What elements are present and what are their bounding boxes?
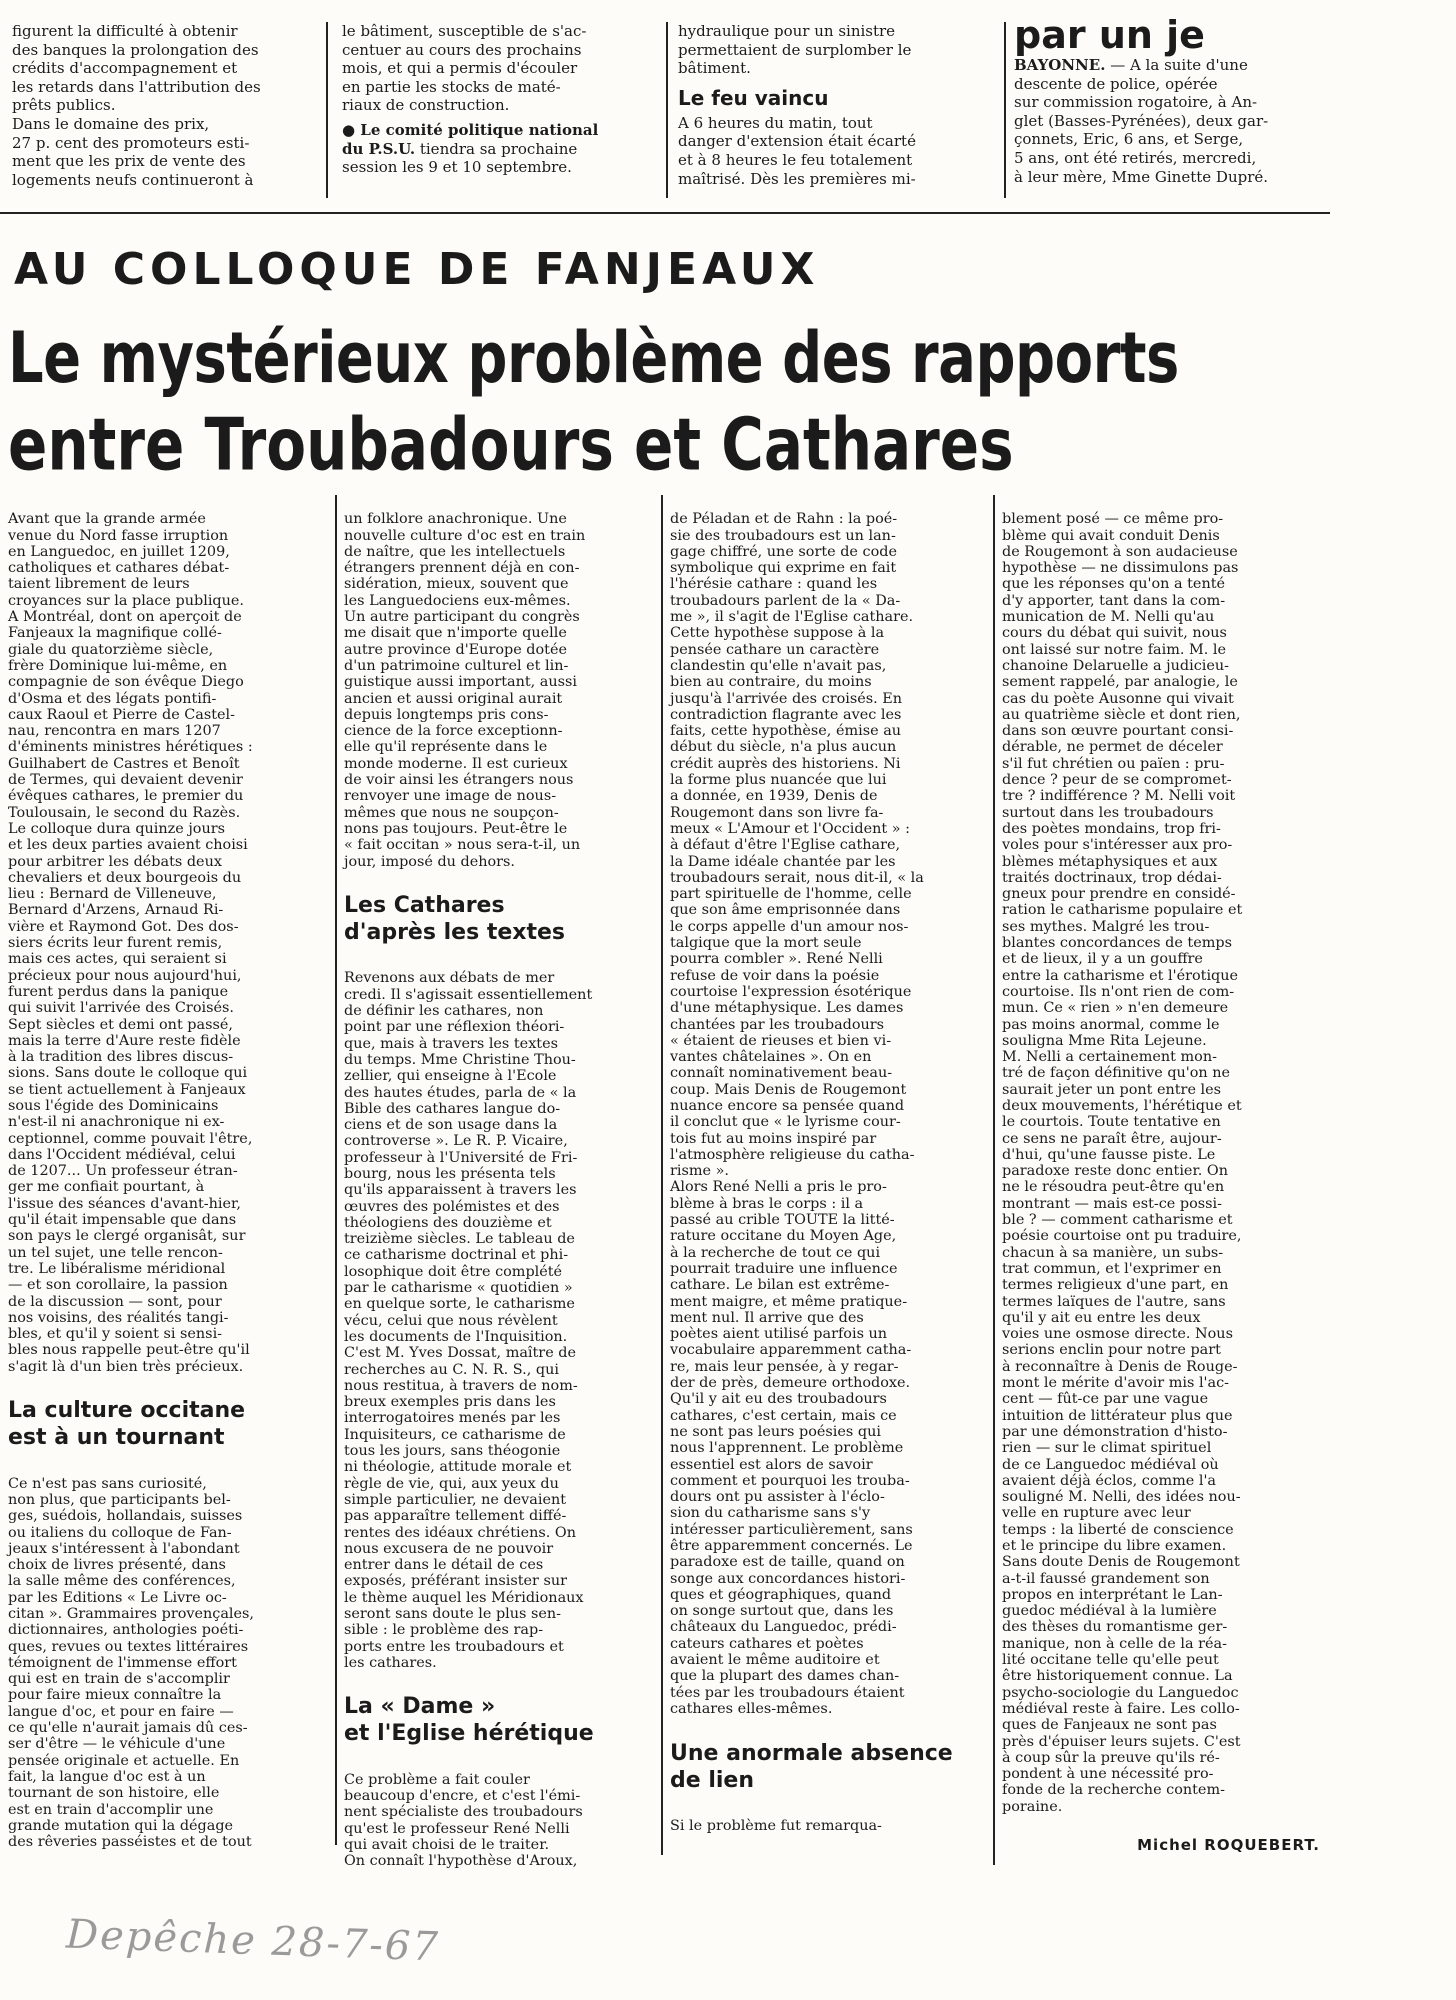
top-strip-col3-heading: Le feu vaincu [678,85,829,110]
top-strip-col4-text [1014,56,1324,186]
column-2-paragraphs-a: un folklore anachronique. Une nouvelle culture d'oc est en train de naître, que les intellectuels étrangers prennent déjà en con- sidération, mieux, souvent que les Languedociens eux-mêmes. Un autre participant du congrès me disait que n'importe quelle autre province d'Europe dotée d'un patrimoine culturel et lin- guistique aussi important, aussi ancien et aussi original aurait depuis longtemps pris cons- cience de la force exceptionn- elle qu'il représente dans le monde moderne. Il est curieux de voir ainsi les étrangers nous renvoyer une image de nous- mêmes que nous ne soupçon- nons pas toujours. Peut-être le « fait occitan » nous sera-t-il, un jour, imposé du dehors. [344,511,586,870]
subheading-anormale-absence: Une anormale absence de lien [670,1740,953,1793]
column-divider [1004,22,1006,198]
subheading-dame-eglise: La « Dame » et l'Eglise hérétique [344,1694,594,1747]
article-column-2 [344,495,654,1870]
top-strip-col4-heading-fragment: par un je [1014,13,1205,57]
brief-lead: ● Le comité politique national du P.S.U. [342,120,599,158]
article-column-3 [670,495,980,1865]
top-strip-col1: figurent la difficulté à obtenir des banques la prolongation des crédits d'accompagnement et les retards dans l'attribution des prêts publics. Dans le domaine des prix, 27 p. cent des promoteurs esti- ment que les prix de vente des logements neufs continueront à [12,22,261,189]
column-3-paragraphs-b: Si le problème fut remarqua- [670,1817,882,1834]
column-divider [335,495,337,1845]
author-signature: Michel ROQUEBERT. [1137,1836,1320,1855]
handwritten-date-note: Depêche 28-7-67 [65,1911,441,1971]
top-strip-col2-text: le bâtiment, susceptible de s'ac- centuer au cours des prochains mois, et qui a permis d'écouler en partie les stocks de maté- riaux de construction. [342,22,587,115]
subheading-culture-occitane: La culture occitane est à un tournant [8,1398,246,1451]
top-strip-col3 [678,22,990,188]
top-strip-col2-brief [342,121,652,177]
section-divider [0,212,1330,214]
top-strip-col3-text: hydraulique pour un sinistre permettaient de surplomber le bâtiment. [678,22,912,78]
top-strip-col3-body: A 6 heures du matin, tout danger d'extension était écarté et à 8 heures le feu totalement maîtrisé. Dès les premières mi- [678,113,916,188]
column-1-paragraphs-a: Avant que la grande armée venue du Nord fasse irruption en Languedoc, en juillet 1209, catholiques et cathares débat- taient librement de leurs croyances sur la place publique. A Montréal, dont on aperçoit de Fanjeaux la magnifique collé- giale du quatorzième siècle, frère Dominique lui-même, en compagnie de son évêque Diego d'Osma et des légats pontifi- caux Raoul et Pierre de Castel- nau, rencontra en mars 1207 d'éminents ministres hérétiques : Guilhabert de Castres et Benoît de Termes, qui devaient devenir évêques cathares, le premier du Toulousain, le second du Razès. Le colloque dura quinze jours et les deux parties avaient choisi pour arbitrer les débats deux chevaliers et deux bourgeois du lieu : Bernard de Villeneuve, Bernard d'Arzens, Arnaud Ri- vière et Raymond Got. Des dos- siers écrits leur furent remis, mais ces actes, qui seraient si précieux pour nous aujourd'hui, furent perdus dans la panique qui suivit l'arrivée des Croisés. Sept siècles et demi ont passé, mais la terre d'Aure reste fidèle à la tradition des libres discus- sions. Sans doute le colloque qui se tient actuellement à Fanjeaux sous l'égide des Dominicains n'est-il ni anachronique ni ex- ceptionnel, comme pouvait l'être, dans l'Occident médiéval, celui de 1207... Un professeur étran- ger me confiait pourtant, à l'issue des séances d'avant-hier, qu'il était impensable que dans son pays le clergé organisât, sur un tel sujet, une telle rencon- tre. Le libéralisme méridional — et son corollaire, la passion de la discussion — sont, pour nos voisins, des réalités tangi- bles, et qu'il y soient si sensi- bles nous rappelle peut-être qu'il s'agit là d'un bien très précieux. [8,511,253,1375]
dateline: BAYONNE. [1014,56,1106,74]
top-strip-col4 [1014,13,1324,186]
article-column-1 [8,495,328,1851]
brief-body: tiendra sa prochaine session les 9 et 10 septembre. [342,139,578,177]
column-divider [661,495,663,1855]
subheading-cathares-textes: Les Cathares d'après les textes [344,893,565,946]
column-divider [666,22,668,198]
article-column-4 [1002,495,1320,1880]
column-3-paragraphs-a: de Péladan et de Rahn : la poé- sie des troubadours est un lan- gage chiffré, une sorte de code symbolique qui exprime en fait l'hérésie cathare : quand les troubadours parlent de la « Da- me », il s'agit de l'Eglise cathare. Cette hypothèse suppose à la pensée cathare un caractère clandestin qu'elle n'avait pas, bien au contraire, du moins jusqu'à l'arrivée des croisés. En contradiction flagrante avec les faits, cette hypothèse, émise au début du siècle, n'a plus aucun crédit auprès des historiens. Ni la forme plus nuancée que lui a donnée, en 1939, Denis de Rougemont dans son livre fa- meux « L'Amour et l'Occident » : à défaut d'être l'Eglise cathare, la Dame idéale chantée par les troubadours serait, nous dit-il, « la part spirituelle de l'homme, celle que son âme emprisonnée dans le corps appelle d'un amour nos- talgique que la mort seule pourra combler ». René Nelli refuse de voir dans la poésie courtoise l'expression ésotérique d'une métaphysique. Les dames chantées par les troubadours « étaient de rieuses et bien vi- vantes châtelaines ». On en connaît nominativement beau- coup. Mais Denis de Rougemont nuance encore sa pensée quand il conclut que « le lyrisme cour- tois fut au moins inspiré par l'atmosphère religieuse du catha- risme ». Alors René Nelli a pris le pro- blème à bras le corps : il a passé au crible TOUTE la litté- rature occitane du Moyen Age, à la recherche de tout ce qui pourrait traduire une influence cathare. Le bilan est extrême- ment maigre, et même pratique- ment nul. Il arrive que des poètes aient utilisé parfois un vocabulaire apparemment catha- re, mais leur pensée, à y regar- der de près, demeure orthodoxe. Qu'il y ait eu des troubadours cathares, c'est certain, mais ce ne sont pas leurs poésies qui nous l'apprennent. Le problème essentiel est alors de savoir comment et pourquoi les trouba- dours ont pu assister à l'éclo- sion du catharisme sans s'y intéresser particulièrement, sans être apparemment concernés. Le paradoxe est de taille, quand on songe aux concordances histori- ques et géographiques, quand on songe surtout que, dans les châteaux du Languedoc, prédi- cateurs cathares et poètes avaient le même auditoire et que la plupart des dames chan- tées par les troubadours étaient cathares elles-mêmes. [670,511,924,1717]
column-divider [326,22,328,198]
column-2-paragraphs-b: Revenons aux débats de mer credi. Il s'agissait essentiellement de définir les cathares, non point par une réflexion théori- que, mais à travers les textes du temps. Mme Christine Thou- zellier, qui enseigne à l'Ecole des hautes études, parla de « la Bible des cathares langue do- ciens et de son usage dans la controverse ». Le R. P. Vicaire, professeur à l'Université de Fri- bourg, nous les présenta tels qu'ils apparaissent à travers les œuvres des polémistes et des théologiens des douzième et treizième siècles. Le tableau de ce catharisme doctrinal et phi- losophique doit être complété par le catharisme « quotidien » en quelque sorte, le catharisme vécu, celui que nous révèlent les documents de l'Inquisition. C'est M. Yves Dossat, maître de recherches au C. N. R. S., qui nous restitua, à travers de nom- breux exemples pris dans les interrogatoires menés par les Inquisiteurs, ce catharisme de tous les jours, sans théogonie ni théologie, attitude morale et règle de vie, qui, aux yeux du simple particulier, ne devaient pas apparaître tellement diffé- rentes des idéaux chrétiens. On nous excusera de ne pouvoir entrer dans le détail de ces exposés, préférant insister sur le thème auquel les Méridionaux seront sans doute le plus sen- sible : le problème des rap- ports entre les troubadours et les cathares. [344,970,593,1671]
column-2-paragraphs-c: Ce problème a fait couler beaucoup d'encre, et c'est l'émi- nent spécialiste des troubadours qu'est le professeur René Nelli qui avait choisi de le traiter. On connaît l'hypothèse d'Aroux, [344,1771,583,1870]
top-strip-col4-body: — A la suite d'une descente de police, opérée sur commission rogatoire, à An- glet (Basses-Pyrénées), deux gar- çonnets, Eric, 6 ans, et Serge, 5 ans, ont été retirés, mercredi, à leur mère, Mme Ginette Dupré. [1014,56,1269,186]
article-headline-line2: entre Troubadours et Cathares [8,402,1014,487]
article-headline-line1: Le mystérieux problème des rapports [8,318,1179,400]
column-divider [993,495,995,1865]
column-1-paragraphs-b: Ce n'est pas sans curiosité, non plus, que participants bel- ges, suédois, hollandais, suisses ou italiens du colloque de Fan- jeaux s'intéressent à l'abondant choix de livres présenté, dans la salle même des conférences, par les Editions « Le Livre oc- citan ». Grammaires provençales, dictionnaires, anthologies poéti- ques, revues ou textes littéraires témoignent de l'immense effort qui est en train de s'accomplir pour faire mieux connaître la langue d'oc, et pour en faire — ce qu'elle n'aurait jamais dû ces- ser d'être — le véhicule d'une pensée originale et actuelle. En fait, la langue d'oc est à un tournant de son histoire, elle est en train d'accomplir une grande mutation qui la dégage des rêveries passéistes et de tout [8,1475,254,1851]
top-strip-col2 [342,22,652,177]
column-4-paragraphs: blement posé — ce même pro- blème qui avait conduit Denis de Rougemont à son audacieuse hypothèse — ne dissimulons pas que les réponses qu'on a tenté d'y apporter, tant dans la com- munication de M. Nelli qu'au cours du débat qui suivit, nous ont laissé sur notre faim. M. le chanoine Delaruelle a judicieu- sement rappelé, par analogie, le cas du poète Ausonne qui vivait au quatrième siècle et dont rien, dans son œuvre pourtant consi- dérable, ne permet de déceler s'il fut chrétien ou païen : pru- dence ? peur de se compromet- tre ? indifférence ? M. Nelli voit surtout dans les troubadours des poètes mondains, trop fri- voles pour s'intéresser aux pro- blèmes métaphysiques et aux traités doctrinaux, trop dédai- gneux pour prendre en considé- ration le catharisme populaire et ses mythes. Malgré les trou- blantes concordances de temps et de lieux, il y a un gouffre entre la catharisme et l'érotique courtoise. Ils n'ont rien de com- mun. Ce « rien » n'en demeure pas moins anormal, comme le souligna Mme Rita Lejeune. M. Nelli a certainement mon- tré de façon définitive qu'on ne saurait jeter un pont entre les deux mouvements, l'hérétique et le courtois. Toute tentative en ce sens ne paraît être, aujour- d'hui, qu'une fausse piste. Le paradoxe reste donc entier. On ne le résoudra peut-être qu'en montrant — mais est-ce possi- ble ? — comment catharisme et poésie courtoise ont pu traduire, chacun à sa manière, un subs- trat commun, et l'exprimer en termes religieux d'une part, en termes laïques de l'autre, sans qu'il y ait eu entre les deux voies une osmose directe. Nous serions enclin pour notre part à reconnaître à Denis de Rouge- mont le mérite d'avoir mis l'ac- cent — fût-ce par une vague intuition de littérateur plus que par une démonstration d'histo- rien — sur le climat spirituel de ce Languedoc médiéval où avaient déjà éclos, comme l'a souligné M. Nelli, des idées nou- velle en rupture avec leur temps : la liberté de conscience et le principe du libre examen. Sans doute Denis de Rougemont a-t-il faussé grandement son propos en interprétant le Lan- guedoc médiéval à la lumière des thèses du romantisme ger- manique, non à celle de la réa- lité occitane telle qu'elle peut être historiquement connue. La psycho-sociologie du Languedoc médiéval reste à faire. Les collo- ques de Fanjeaux ne sont pas près d'épuiser leurs sujets. C'est à coup sûr la preuve qu'ils ré- pondent à une nécessité pro- fonde de la recherche contem- poraine. [1002,511,1243,1815]
article-kicker: AU COLLOQUE DE FANJEAUX [14,244,820,295]
